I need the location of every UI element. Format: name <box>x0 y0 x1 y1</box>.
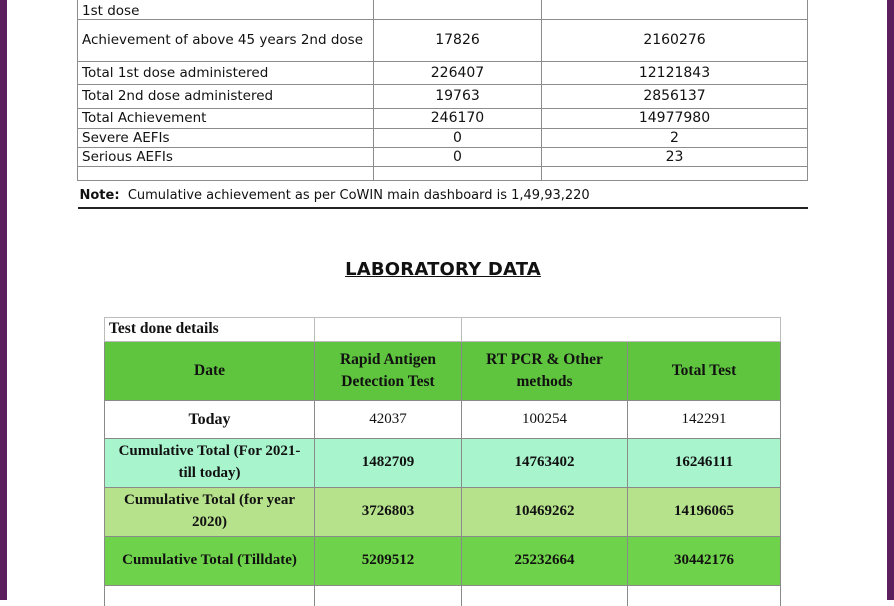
section-title: LABORATORY DATA <box>345 259 541 280</box>
row-value: 246170 <box>374 109 542 129</box>
row-value: 2160276 <box>542 20 808 62</box>
vaccination-table <box>77 0 808 209</box>
column-header: Rapid Antigen Detection Test <box>315 342 462 401</box>
column-header: RT PCR & Other methods <box>462 342 628 401</box>
row-value: 100254 <box>462 401 628 439</box>
row-label: Achievement of above 45 years 2nd dose <box>78 20 374 62</box>
table-header-row <box>105 342 781 401</box>
vaccination-note <box>78 181 808 208</box>
table-row <box>78 129 808 148</box>
table-row <box>78 148 808 167</box>
table-spacer-row <box>78 167 808 181</box>
table-row <box>105 537 781 586</box>
row-value: 0 <box>374 129 542 148</box>
row-value: 2 <box>542 129 808 148</box>
row-value: 1482709 <box>315 439 462 488</box>
row-value: 30442176 <box>628 537 781 586</box>
row-label: Total 2nd dose administered <box>78 85 374 109</box>
column-header: Date <box>105 342 315 401</box>
table-row <box>105 488 781 537</box>
row-label: Cumulative Total (For 2021- till today) <box>105 439 315 488</box>
laboratory-table <box>104 317 781 606</box>
table-caption-row <box>105 318 781 342</box>
row-value <box>374 0 542 20</box>
table-trailing-row <box>105 586 781 606</box>
laboratory-heading <box>0 259 886 280</box>
note-row <box>78 181 808 208</box>
row-value: 19763 <box>374 85 542 109</box>
row-value: 0 <box>374 148 542 167</box>
row-value: 5209512 <box>315 537 462 586</box>
row-value: 14196065 <box>628 488 781 537</box>
page-border-left <box>0 0 7 600</box>
row-value <box>542 0 808 20</box>
table-row <box>78 62 808 85</box>
table-caption: Test done details <box>105 318 315 342</box>
row-value: 142291 <box>628 401 781 439</box>
column-header: Total Test <box>628 342 781 401</box>
row-value: 23 <box>542 148 808 167</box>
row-label: Total 1st dose administered <box>78 62 374 85</box>
row-value: 17826 <box>374 20 542 62</box>
note-label: Note: <box>79 187 120 203</box>
table-row <box>78 85 808 109</box>
table-row <box>105 401 781 439</box>
row-value: 3726803 <box>315 488 462 537</box>
note-text: Cumulative achievement as per CoWIN main dashboard is 1,49,93,220 <box>127 187 590 203</box>
row-value: 14977980 <box>542 109 808 129</box>
row-label: Today <box>105 401 315 439</box>
table-row <box>78 20 808 62</box>
row-value: 226407 <box>374 62 542 85</box>
table-row <box>105 439 781 488</box>
row-value: 2856137 <box>542 85 808 109</box>
row-value: 42037 <box>315 401 462 439</box>
row-value: 12121843 <box>542 62 808 85</box>
row-label: Severe AEFIs <box>78 129 374 148</box>
row-value: 10469262 <box>462 488 628 537</box>
table-row <box>78 0 808 20</box>
row-label: Cumulative Total (Tilldate) <box>105 537 315 586</box>
page-border-right <box>887 0 894 600</box>
row-value: 14763402 <box>462 439 628 488</box>
table-row <box>78 109 808 129</box>
row-label: Total Achievement <box>78 109 374 129</box>
row-label: 1st dose <box>78 0 374 20</box>
row-label: Cumulative Total (for year 2020) <box>105 488 315 537</box>
row-value: 25232664 <box>462 537 628 586</box>
row-label: Serious AEFIs <box>78 148 374 167</box>
row-value: 16246111 <box>628 439 781 488</box>
